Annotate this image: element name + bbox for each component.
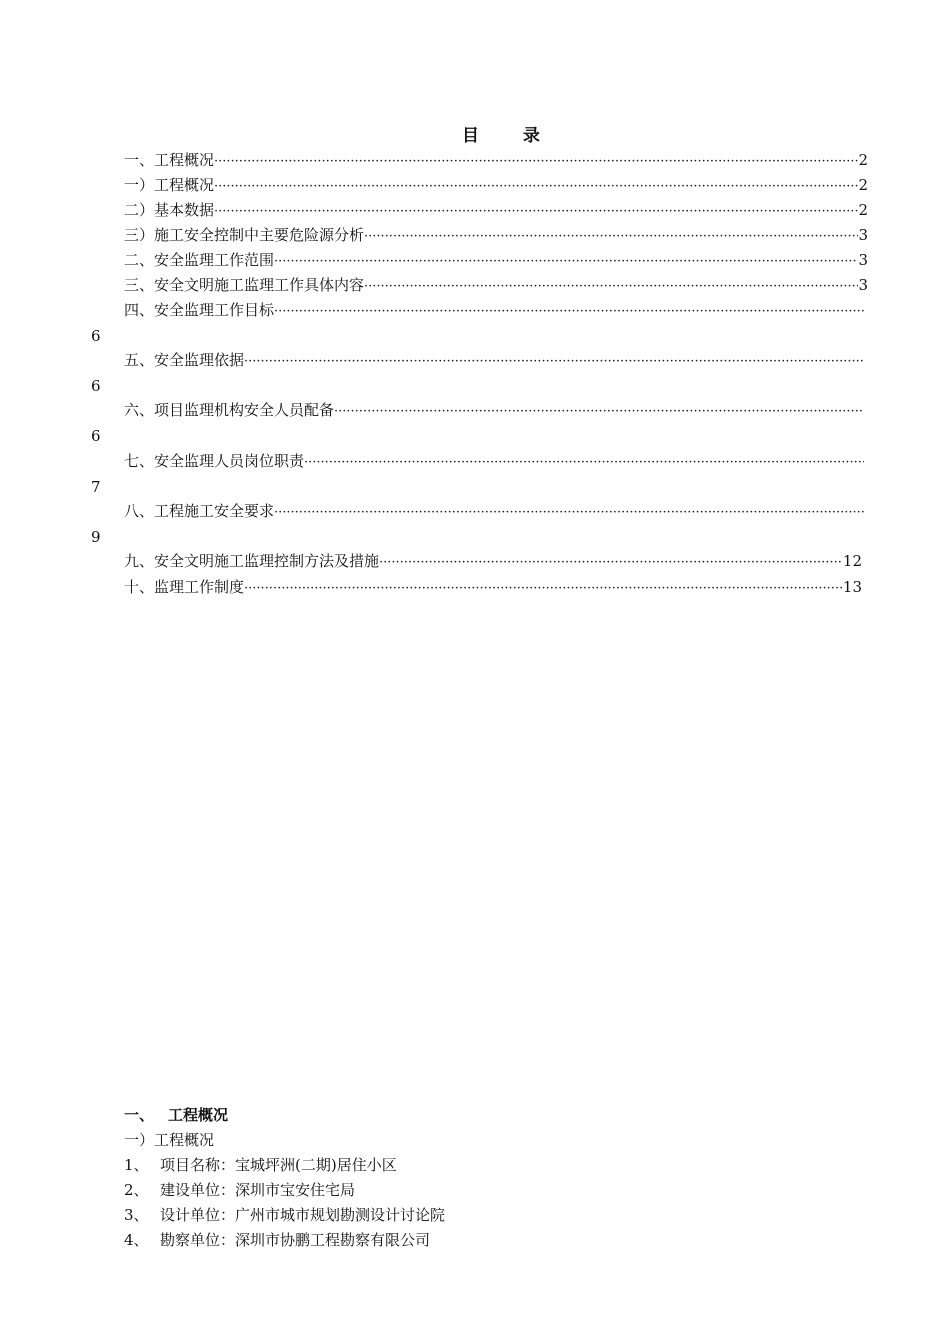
toc-entry[interactable] (124, 450, 864, 472)
section-heading (124, 1104, 228, 1126)
toc-entry-label: 二）基本数据 (124, 201, 215, 219)
list-item-number: 2、 (124, 1181, 149, 1199)
toc-entry-label: 二、安全监理工作范围 (124, 251, 275, 269)
list-item-number: 1、 (124, 1156, 149, 1174)
toc-leader-dots (244, 351, 864, 371)
toc-entry[interactable] (124, 174, 868, 196)
toc-leader-dots (214, 201, 858, 221)
toc-entry-page: 13 (842, 578, 862, 596)
toc-leader-dots (244, 578, 843, 598)
toc-entry-page: 6 (91, 427, 101, 445)
toc-entry-label: 三、安全文明施工监理工作具体内容 (124, 276, 365, 294)
toc-leader-dots (364, 226, 858, 246)
toc-entry-label: 一、工程概况 (124, 151, 215, 169)
toc-entry-label: 一）工程概况 (124, 176, 215, 194)
toc-entry-label: 八、工程施工安全要求 (124, 502, 275, 520)
toc-entry[interactable] (124, 399, 864, 421)
toc-entry-page: 3 (858, 276, 868, 294)
toc-title-char-1: 目 (462, 126, 479, 146)
toc-entry-label: 七、安全监理人员岗位职责 (124, 452, 305, 470)
toc-entry[interactable] (124, 576, 862, 598)
subsection-heading: 一）工程概况 (124, 1131, 215, 1149)
toc-entry-page: 12 (842, 552, 862, 570)
toc-entry[interactable] (124, 349, 864, 371)
toc-entry-page: 3 (858, 226, 868, 244)
toc-entry-label: 三）施工安全控制中主要危险源分析 (124, 226, 365, 244)
toc-entry-label: 五、安全监理依据 (124, 351, 245, 369)
list-item-number: 3、 (124, 1206, 149, 1224)
toc-leader-dots (274, 301, 864, 321)
toc-entry-label: 十、监理工作制度 (124, 578, 245, 596)
toc-leader-dots (274, 251, 858, 271)
toc-entry-label: 四、安全监理工作目标 (124, 301, 275, 319)
toc-leader-dots (214, 151, 858, 171)
toc-leader-dots (334, 401, 864, 421)
toc-entry[interactable] (124, 274, 868, 296)
toc-entry[interactable] (124, 299, 864, 321)
toc-leader-dots (364, 276, 858, 296)
toc-entry[interactable] (124, 199, 868, 221)
list-item-text: 勘察单位：深圳市协鹏工程勘察有限公司 (160, 1231, 431, 1249)
toc-entry[interactable] (124, 224, 868, 246)
list-item-text: 设计单位：广州市城市规划勘测设计讨论院 (160, 1206, 446, 1224)
toc-entry[interactable] (124, 500, 864, 522)
toc-entry-page: 2 (858, 176, 868, 194)
toc-leader-dots (274, 502, 864, 522)
toc-leader-dots (379, 552, 843, 572)
list-item (124, 1204, 445, 1226)
toc-entry-page: 9 (91, 528, 101, 546)
section-heading-text: 工程概况 (168, 1106, 229, 1124)
toc-entry[interactable] (124, 149, 868, 171)
list-item-number: 4、 (124, 1231, 149, 1249)
toc-title-char-2: 录 (522, 126, 540, 146)
toc-title (462, 121, 540, 146)
list-item (124, 1179, 355, 1201)
list-item (124, 1229, 430, 1251)
section-heading-number: 一、 (124, 1106, 155, 1124)
toc-entry[interactable] (124, 550, 862, 572)
toc-entry-page: 2 (858, 201, 868, 219)
list-item-text: 建设单位：深圳市宝安住宅局 (160, 1181, 356, 1199)
toc-leader-dots (214, 176, 858, 196)
toc-entry-page: 3 (858, 251, 868, 269)
toc-entry-page: 6 (91, 327, 101, 345)
toc-entry-page: 2 (858, 151, 868, 169)
toc-entry[interactable] (124, 249, 868, 271)
toc-entry-label: 九、安全文明施工监理控制方法及措施 (124, 552, 380, 570)
toc-entry-label: 六、项目监理机构安全人员配备 (124, 401, 335, 419)
list-item-text: 项目名称：宝城坪洲(二期)居住小区 (160, 1156, 397, 1174)
toc-leader-dots (304, 452, 864, 472)
list-item (124, 1154, 397, 1176)
toc-entry-page: 6 (91, 377, 101, 395)
toc-entry-page: 7 (91, 478, 101, 496)
